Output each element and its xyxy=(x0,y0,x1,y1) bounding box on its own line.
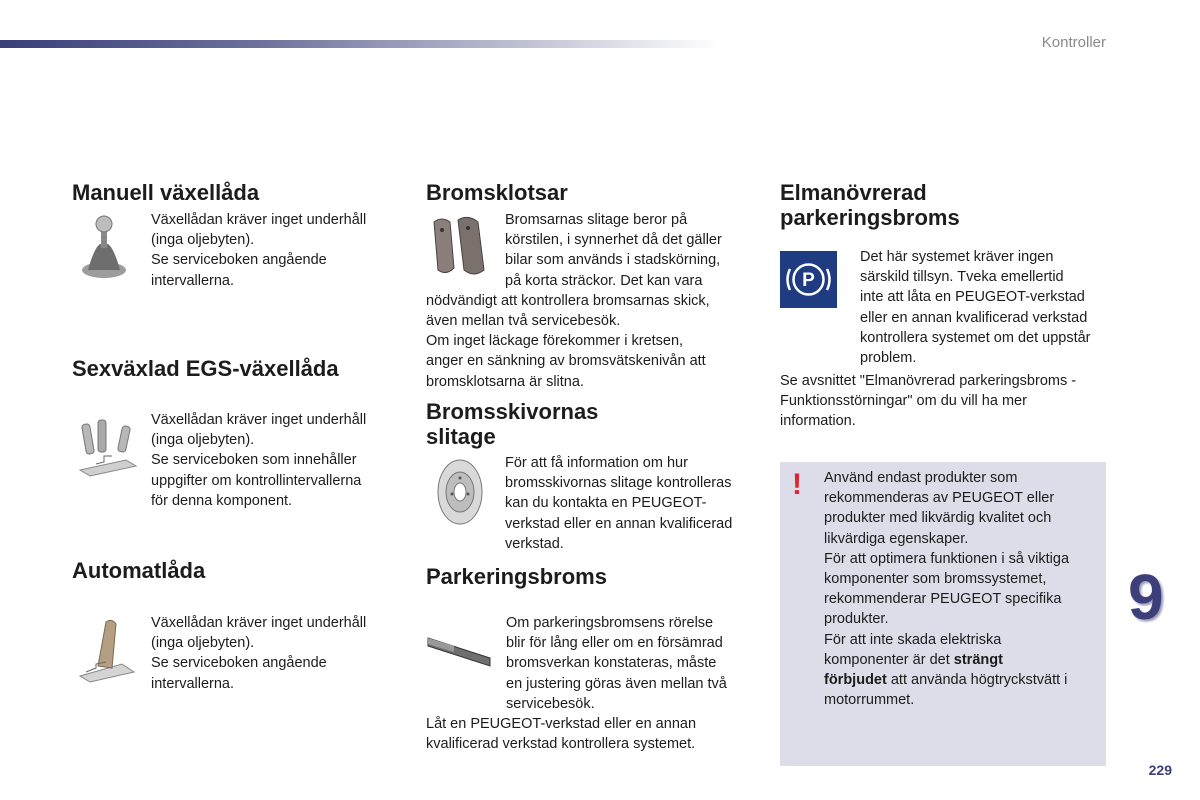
heading-brake-pads: Bromsklotsar xyxy=(426,180,568,205)
gear-lever-icon xyxy=(78,214,130,280)
heading-electric-parking-brake: Elmanövrerad parkeringsbroms xyxy=(780,180,960,230)
page-number: 229 xyxy=(1148,762,1172,778)
heading-automatic-gearbox: Automatlåda xyxy=(72,558,206,583)
heading-brake-discs: Bromsskivornas slitage xyxy=(426,399,599,449)
brake-disc-icon xyxy=(432,456,492,526)
electric-parking-brake-text: Det här systemet kräver ingen särskild tillsyn. Tveka emellertid inte att låta en PEUGEOT-verkstad eller en annan kvalificerad verkstad kontrollera systemet om det uppstår problem. xyxy=(860,249,1091,367)
electric-parking-brake-reference: Se avsnittet "Elmanövrerad parkeringsbroms - Funktionsstörningar" om du vill ha mer information. xyxy=(780,373,1077,430)
parking-brake-text: Om parkeringsbromsens rörelse blir för lång eller om en försämrad bromsverkan konstateras, måste en justering göras även mellan två servicebesök. Låt en PEUGEOT-verkstad eller en annan kvalificerad verkstad kontrollera systemet. xyxy=(426,615,727,753)
chapter-number: 9 xyxy=(1128,561,1164,633)
electric-parking-brake-icon xyxy=(780,251,837,308)
egs-gear-lever-icon xyxy=(76,416,140,478)
brake-discs-text: För att få information om hur bromsskivornas slitage kontrolleras kan du kontakta en PEUGEOT- verkstad eller en annan kvalificerad verkstad. xyxy=(505,455,733,552)
warning-text: Använd endast produkter som rekommenderas av PEUGEOT eller produkter med likvärdig kvalitet och likvärdiga egenskaper. För att optimera funktionen i så viktiga komponenter som bromssystemet, rekommenderar PEUGEOT specifika produkter. För att inte skada elektriska komponenter är det strängt förbjudet att använda högtryckstvätt i motorrummet. xyxy=(824,470,1070,709)
svg-text:P: P xyxy=(802,270,815,291)
automatic-gear-lever-icon xyxy=(76,618,138,684)
warning-exclamation-icon: ! xyxy=(792,468,802,501)
automatic-gearbox-text: Växellådan kräver inget underhåll (inga oljebyten). Se serviceboken angående intervallerna. xyxy=(151,615,367,692)
heading-egs-gearbox: Sexväxlad EGS-växellåda xyxy=(72,356,339,381)
warning-emphasis-2: förbjudet xyxy=(824,672,887,689)
heading-manual-gearbox: Manuell växellåda xyxy=(72,180,260,205)
section-label: Kontroller xyxy=(1041,34,1106,51)
manual-gearbox-text: Växellådan kräver inget underhåll (inga oljebyten). Se serviceboken angående intervallerna. xyxy=(151,212,367,289)
header-gradient-bar xyxy=(0,40,720,48)
heading-parking-brake: Parkeringsbroms xyxy=(426,564,607,589)
warning-emphasis-1: strängt xyxy=(953,651,1003,668)
egs-gearbox-text: Växellådan kräver inget underhåll (inga oljebyten). Se serviceboken som innehåller uppgifter om kontrollintervallerna för denna komponent. xyxy=(151,412,367,509)
brake-pads-text: Bromsarnas slitage beror på körstilen, i synnerhet då det gäller bilar som används i stadskörning, på korta sträckor. Det kan vara nödvändigt att kontrollera bromsarnas skick, även mellan två servicebesök. Om inget läckage förekommer i kretsen, anger en sänkning av bromsvätskenivån att bromsklotsarna är slitna. xyxy=(426,212,722,390)
